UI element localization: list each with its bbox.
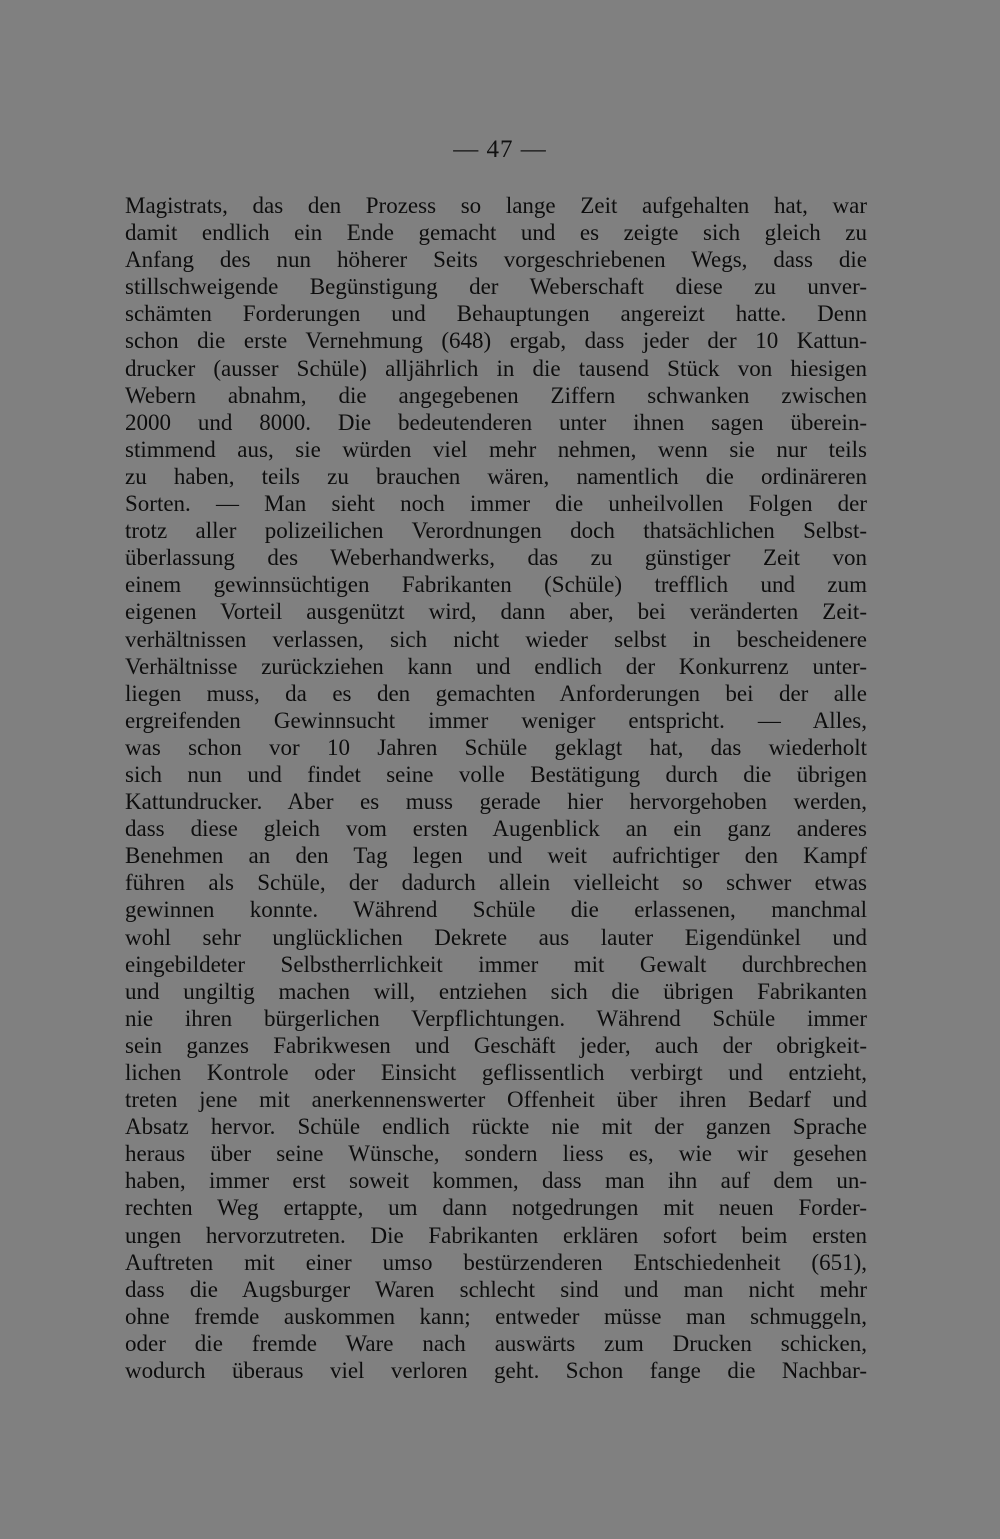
text-line: überlassung des Weberhandwerks, das zu günstiger Zeit von bbox=[125, 545, 867, 571]
text-line: liegen muss, da es den gemachten Anforderungen bei der alle bbox=[125, 680, 867, 706]
text-line: schämten Forderungen und Behauptungen angereizt hatte. Denn bbox=[125, 301, 867, 327]
text-line: rechten Weg ertappte, um dann notgedrungen mit neuen Forder- bbox=[125, 1195, 867, 1221]
text-line: ohne fremde auskommen kann; entweder müsse man schmuggeln, bbox=[125, 1303, 867, 1329]
text-line: stillschweigende Begünstigung der Weberschaft diese zu unver- bbox=[125, 274, 867, 300]
text-line: Auftreten mit einer umso bestürzenderen Entschiedenheit (651), bbox=[125, 1249, 867, 1275]
text-line: heraus über seine Wünsche, sondern liess es, wie wir gesehen bbox=[125, 1141, 867, 1167]
text-line: einem gewinnsüchtigen Fabrikanten (Schüle) trefflich und zum bbox=[125, 572, 867, 598]
text-line: schon die erste Vernehmung (648) ergab, dass jeder der 10 Kattun- bbox=[125, 328, 867, 354]
text-line: nie ihren bürgerlichen Verpflichtungen. Während Schüle immer bbox=[125, 1005, 867, 1031]
text-line: Magistrats, das den Prozess so lange Zeit aufgehalten hat, war bbox=[125, 193, 867, 218]
body-text bbox=[125, 192, 867, 1384]
text-line: Webern abnahm, die angegebenen Ziffern schwanken zwischen bbox=[125, 382, 867, 408]
page-number: — 47 — bbox=[453, 136, 547, 163]
text-line: zu haben, teils zu brauchen wären, namentlich die ordinäreren bbox=[125, 463, 867, 489]
text-line: verhältnissen verlassen, sich nicht wieder selbst in bescheidenere bbox=[125, 626, 867, 652]
text-line: ungen hervorzutreten. Die Fabrikanten erklären sofort beim ersten bbox=[125, 1222, 867, 1248]
text-line: Kattundrucker. Aber es muss gerade hier hervorgehoben werden, bbox=[125, 789, 867, 815]
text-line: 2000 und 8000. Die bedeutenderen unter ihnen sagen überein- bbox=[125, 409, 867, 435]
text-line: treten jene mit anerkennenswerter Offenheit über ihren Bedarf und bbox=[125, 1087, 867, 1113]
text-line: lichen Kontrole oder Einsicht geflissentlich verbirgt und entzieht, bbox=[125, 1060, 867, 1085]
text-line: Benehmen an den Tag legen und weit aufrichtiger den Kampf bbox=[125, 843, 867, 869]
text-line: Verhältnisse zurückziehen kann und endlich der Konkurrenz unter- bbox=[125, 653, 867, 679]
text-line: damit endlich ein Ende gemacht und es zeigte sich gleich zu bbox=[125, 220, 867, 246]
text-line: eigenen Vorteil ausgenützt wird, dann aber, bei veränderten Zeit- bbox=[125, 599, 867, 625]
text-line: wodurch überaus viel verloren geht. Schon fange die Nachbar- bbox=[125, 1358, 867, 1384]
text-line: haben, immer erst soweit kommen, dass man ihn auf dem un- bbox=[125, 1168, 867, 1194]
text-line: wohl sehr unglücklichen Dekrete aus lauter Eigendünkel und bbox=[125, 924, 867, 950]
text-line: Sorten. — Man sieht noch immer die unheilvollen Folgen der bbox=[125, 491, 867, 517]
text-line: und ungiltig machen will, entziehen sich die übrigen Fabrikanten bbox=[125, 978, 867, 1004]
text-line: gewinnen konnte. Während Schüle die erlassenen, manchmal bbox=[125, 897, 867, 923]
text-line: stimmend aus, sie würden viel mehr nehmen, wenn sie nur teils bbox=[125, 436, 867, 462]
text-line: oder die fremde Ware nach auswärts zum Drucken schicken, bbox=[125, 1330, 867, 1356]
text-line: ergreifenden Gewinnsucht immer weniger entspricht. — Alles, bbox=[125, 707, 867, 733]
text-line: Anfang des nun höherer Seits vorgeschriebenen Wegs, dass die bbox=[125, 247, 867, 273]
text-line: führen als Schüle, der dadurch allein vielleicht so schwer etwas bbox=[125, 870, 867, 896]
text-line: was schon vor 10 Jahren Schüle geklagt hat, das wiederholt bbox=[125, 734, 867, 760]
text-line: eingebildeter Selbstherrlichkeit immer mit Gewalt durchbrechen bbox=[125, 951, 867, 977]
text-line: sich nun und findet seine volle Bestätigung durch die übrigen bbox=[125, 761, 867, 787]
text-line: dass diese gleich vom ersten Augenblick an ein ganz anderes bbox=[125, 816, 867, 842]
text-line: sein ganzes Fabrikwesen und Geschäft jeder, auch der obrigkeit- bbox=[125, 1032, 867, 1058]
text-line: Absatz hervor. Schüle endlich rückte nie mit der ganzen Sprache bbox=[125, 1114, 867, 1140]
text-line: trotz aller polizeilichen Verordnungen doch thatsächlichen Selbst- bbox=[125, 518, 867, 544]
text-line: drucker (ausser Schüle) alljährlich in die tausend Stück von hiesigen bbox=[125, 355, 867, 381]
text-line: dass die Augsburger Waren schlecht sind und man nicht mehr bbox=[125, 1276, 867, 1302]
